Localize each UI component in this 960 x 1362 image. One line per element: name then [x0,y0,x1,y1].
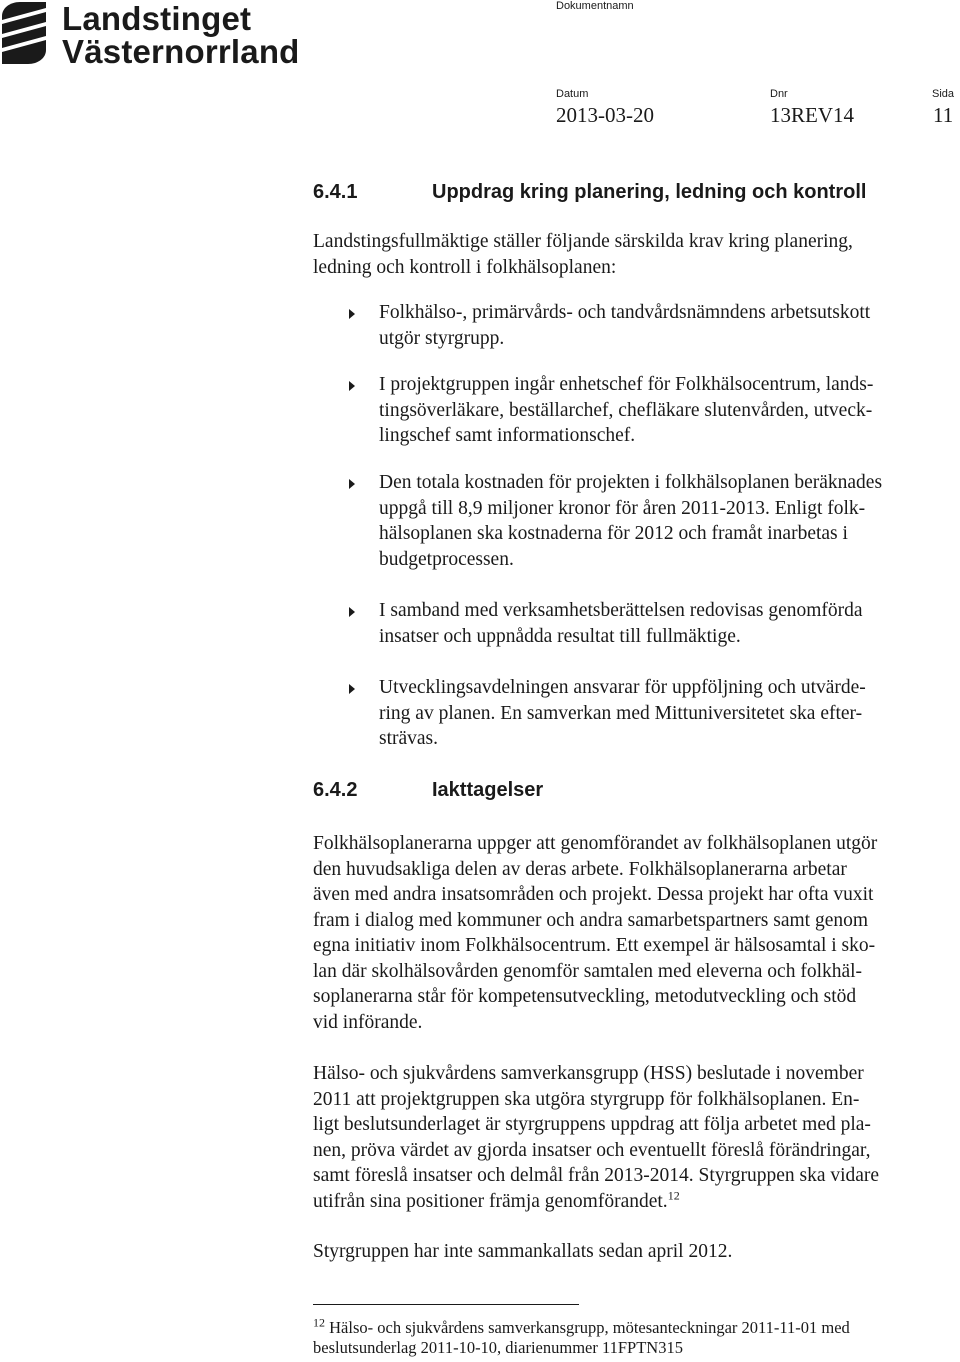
footnote-number: 12 [313,1315,325,1330]
bullet-item: Utvecklingsavdelningen ansvarar för uppföljning och utvärde- ring av planen. En samverkan med Mittuniversitetet ska efter- strävas. [379,677,866,749]
bullet-item: Den totala kostnaden för projekten i folkhälsoplanen beräknades uppgå till 8,9 miljoner kronor för åren 2011-2013. Enligt folk- hälsoplanen ska kostnaderna för 2012 och framåt inarbetas i budgetprocessen. [379,472,883,570]
bullet-item: Folkhälso-, primärvårds- och tandvårdsnämndens arbetsutskott utgör styrgrupp. [379,302,871,349]
doc-name-label: Dokumentnamn [556,0,634,12]
dnr-label: Dnr [770,88,788,100]
date-label: Datum [556,88,589,100]
bullet-arrow-icon [349,309,355,319]
footnote-separator [313,1304,579,1305]
dnr-value: 13REV14 [770,103,854,127]
body-paragraph: Folkhälsoplanerarna uppger att genomförandet av folkhälsoplanen utgör den huvudsakliga delen av deras arbete. Folkhälsoplanerarna arbetar även med andra insatsområden och projekt. Dessa projekt har ofta vuxit fram i dialog med kommuner och andra samarbetspartners samt genom egna initiativ inom Folkhälsocentrum. Ett exempel är hälsosamtal i sko- lan där skolhälsovården genomför samtalen med eleverna och folkhäl- soplanerarna står för kompetensutveckling, metodutveckling och stöd vid införande. [313,833,878,1033]
bullet-item: I projektgruppen ingår enhetschef för Folkhälsocentrum, lands- tingsöverläkare, beställarchef, chefläkare slutenvården, utveck- lingschef samt informationschef. [379,374,874,446]
bullet-item: I samband med verksamhetsberättelsen redovisas genomförda insatser och uppnådda resultat till fullmäktige. [379,600,863,647]
org-logo-text [62,2,300,68]
org-name-line1: Landstinget [62,0,252,37]
footnote-reference[interactable]: 12 [667,1188,680,1202]
bullet-arrow-icon [349,479,355,489]
org-name-line2: Västernorrland [62,33,300,70]
section-title: Iakttagelser [432,779,544,801]
page-label: Sida [932,88,955,100]
section-number: 6.4.1 [313,181,358,203]
logo-icon [0,0,52,70]
body-paragraph: Hälso- och sjukvårdens samverkansgrupp (HSS) beslutade i november 2011 att projektgruppen ska utgöra styrgrupp för folkhälsoplanen. En- ligt beslutsunderlaget är styrgruppens uppdrag att följa arbetet med pla- nen, pröva värdet av gjorda insatser och eventuellt föreslå förändringar, samt föreslå insatser och delmål från 2013-2014. Styrgruppen ska vidare utifrån sina positioner främja genomförandet.$^{12}$ [313,1063,880,1212]
section-title: Uppdrag kring planering, ledning och kontroll [432,181,867,203]
section-number: 6.4.2 [313,779,358,801]
bullet-arrow-icon [349,607,355,617]
body-paragraph: Styrgruppen har inte sammankallats sedan april 2012. [313,1241,733,1262]
footnote: $^{12}$ Hälso- och sjukvårdens samverkansgrupp, mötesanteckningar 2011-11-01 med beslutsunderlag 2011-10-10, diarienummer 11FPTN315 [313,1315,850,1357]
bullet-arrow-icon [349,381,355,391]
intro-paragraph: Landstingsfullmäktige ställer följande särskilda krav kring planering, ledning och kontroll i folkhälsoplanen: [313,231,853,278]
page-value: 11 [933,103,954,127]
date-value: 2013-03-20 [556,103,654,127]
bullet-arrow-icon [349,684,355,694]
